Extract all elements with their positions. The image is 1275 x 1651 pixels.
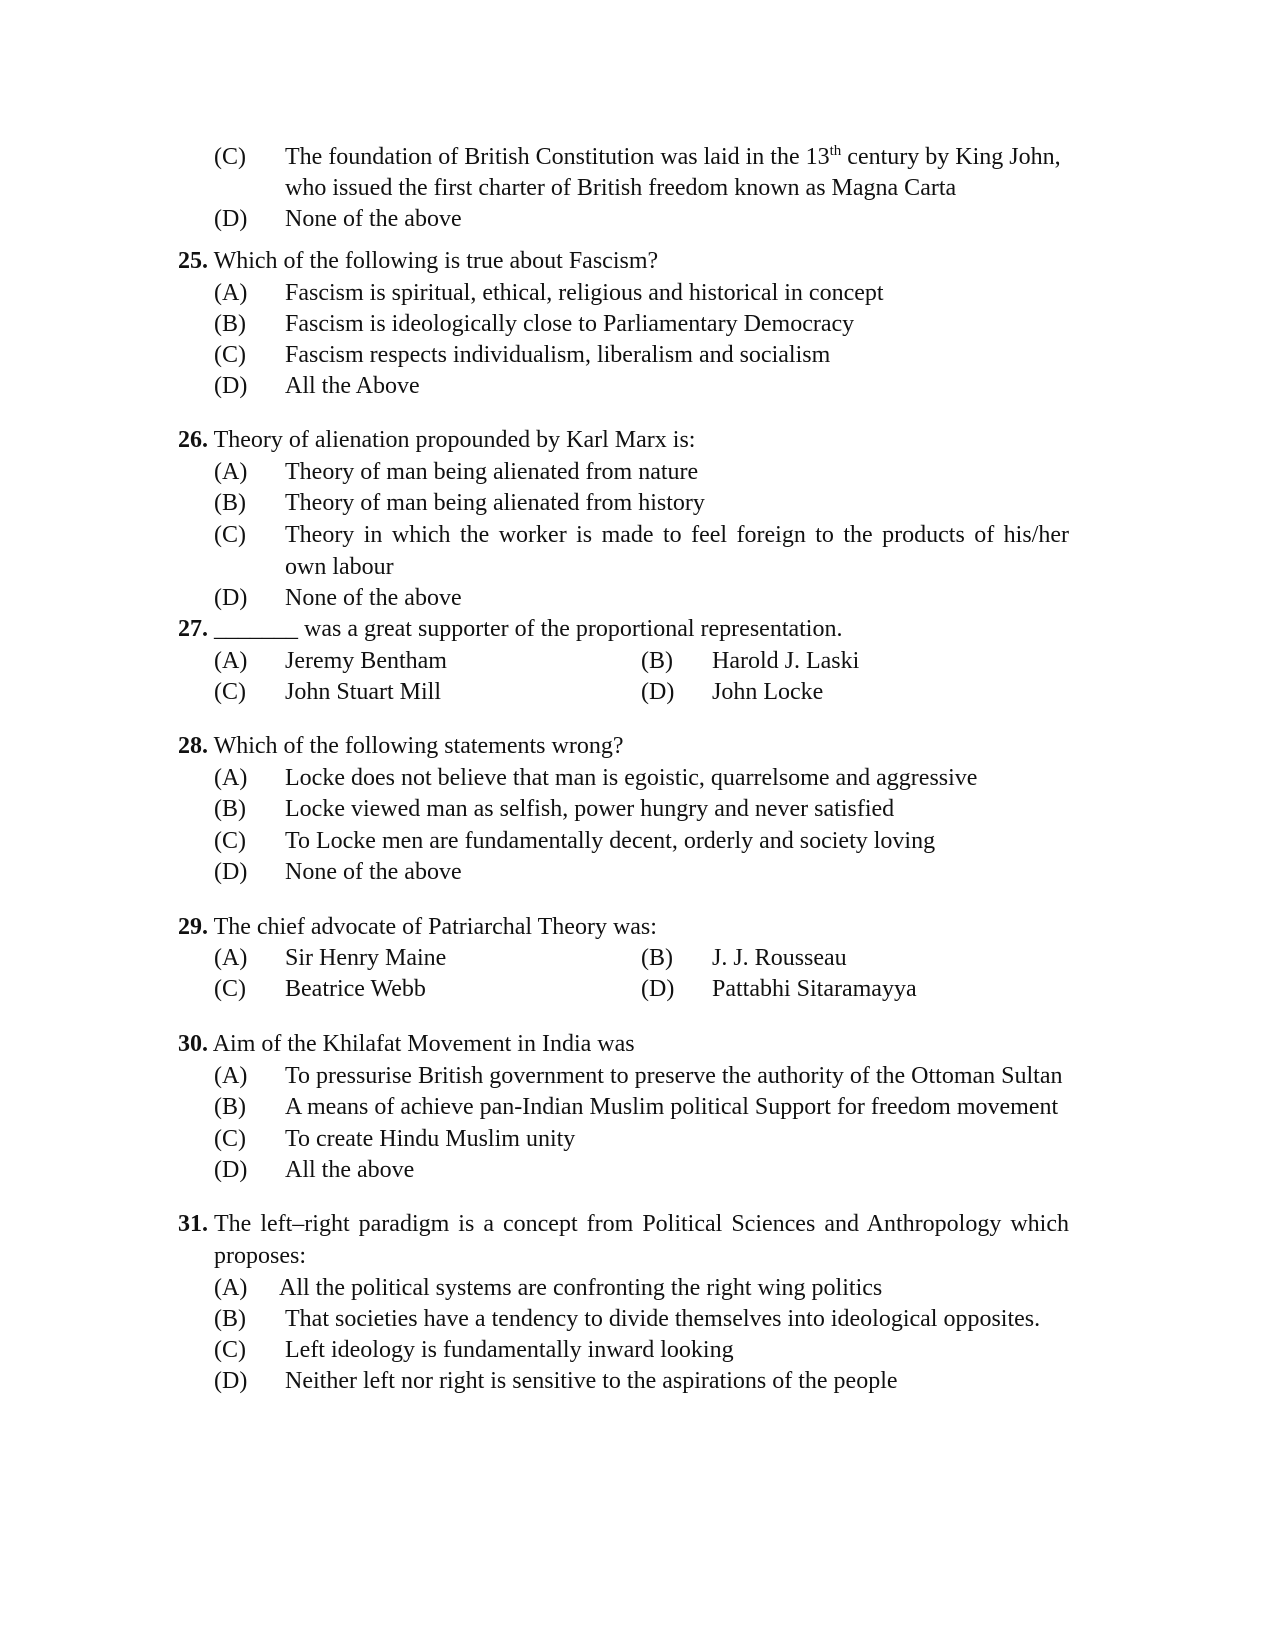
option-label: (B): [214, 311, 246, 337]
option-text: That societies have a tendency to divide themselves into ideological opposites.: [285, 1306, 1041, 1332]
option-label: (C): [214, 1126, 246, 1152]
question-text: The left–right paradigm is a concept from Political Sciences and Anthropology which: [214, 1211, 1069, 1237]
option-text: Theory of man being alienated from nature: [285, 459, 699, 485]
question-stem: [178, 614, 842, 644]
question-number: 30.: [178, 1031, 208, 1057]
option-label: (D): [641, 679, 675, 705]
question-text: Aim of the Khilafat Movement in India was: [212, 1031, 635, 1057]
option-text: J. J. Rousseau: [712, 945, 847, 971]
option-text: Pattabhi Sitaramayya: [712, 976, 917, 1002]
option-label: (B): [214, 490, 246, 516]
option-text: Theory in which the worker is made to feel foreign to the products of his/her: [285, 522, 1069, 548]
option-label: (C): [214, 522, 246, 548]
question-text: Which of the following statements wrong?: [213, 733, 624, 759]
option-text: All the political systems are confronting the right wing politics: [279, 1275, 883, 1301]
question-number: 28.: [178, 733, 208, 759]
option-label: (D): [214, 1157, 248, 1183]
option-text: Jeremy Bentham: [285, 648, 447, 674]
question-text: _______ was a great supporter of the proportional representation.: [214, 616, 843, 642]
question-text: Theory of alienation propounded by Karl Marx is:: [213, 427, 696, 453]
option-text: Neither left nor right is sensitive to the aspirations of the people: [285, 1368, 898, 1394]
option-text: Harold J. Laski: [712, 648, 860, 674]
option-text: The foundation of British Constitution was laid in the 13th century by King John,: [285, 143, 1061, 170]
option-text: To Locke men are fundamentally decent, orderly and society loving: [285, 828, 936, 854]
option-text: To create Hindu Muslim unity: [285, 1126, 576, 1152]
question-number: 29.: [178, 914, 208, 940]
option-label: (A): [214, 648, 248, 674]
option-text: None of the above: [285, 859, 462, 885]
option-label: (A): [214, 945, 248, 971]
option-text: None of the above: [285, 206, 462, 232]
question-stem: [178, 425, 695, 455]
option-label: (D): [214, 585, 248, 611]
option-text: A means of achieve pan-Indian Muslim political Support for freedom movement: [285, 1094, 1059, 1120]
question-stem: [178, 731, 623, 761]
option-text-continuation: own labour: [285, 554, 394, 580]
option-label: (A): [214, 280, 248, 306]
option-label: (C): [214, 679, 246, 705]
option-text: Fascism is spiritual, ethical, religious and historical in concept: [285, 280, 884, 306]
option-label: (B): [214, 796, 246, 822]
option-label: (B): [641, 648, 673, 674]
option-text: Left ideology is fundamentally inward looking: [285, 1337, 734, 1363]
option-text: All the Above: [285, 373, 420, 399]
option-text: All the above: [285, 1157, 415, 1183]
option-text: None of the above: [285, 585, 462, 611]
option-label: (B): [641, 945, 673, 971]
question-stem: [178, 912, 657, 942]
question-number: 31.: [178, 1211, 208, 1237]
question-stem: [178, 246, 658, 276]
question-number: 25.: [178, 248, 208, 274]
option-label: (C): [214, 828, 246, 854]
option-text: John Locke: [712, 679, 824, 705]
option-text: To pressurise British government to preserve the authority of the Ottoman Sultan: [285, 1063, 1063, 1089]
option-text: John Stuart Mill: [285, 679, 442, 705]
option-text: Sir Henry Maine: [285, 945, 447, 971]
option-label: (A): [214, 765, 248, 791]
option-label: (D): [214, 373, 248, 399]
question-text-continuation: proposes:: [214, 1243, 306, 1269]
option-label: (B): [214, 1306, 246, 1332]
question-text: The chief advocate of Patriarchal Theory was:: [213, 914, 657, 940]
option-label: (C): [214, 144, 246, 170]
option-text: Theory of man being alienated from history: [285, 490, 705, 516]
option-text: Fascism respects individualism, liberalism and socialism: [285, 342, 831, 368]
option-label: (B): [214, 1094, 246, 1120]
option-text: Beatrice Webb: [285, 976, 426, 1002]
question-number: 27.: [178, 616, 208, 642]
question-number: 26.: [178, 427, 208, 453]
option-label: (C): [214, 342, 246, 368]
question-stem: [178, 1029, 635, 1059]
option-text-continuation: who issued the first charter of British freedom known as Magna Carta: [285, 175, 957, 201]
option-text: Locke does not believe that man is egoistic, quarrelsome and aggressive: [285, 765, 978, 791]
option-label: (C): [214, 976, 246, 1002]
option-label: (A): [214, 1275, 248, 1301]
option-text: Locke viewed man as selfish, power hungry and never satisfied: [285, 796, 895, 822]
option-label: (D): [214, 859, 248, 885]
question-number-row: [178, 1209, 208, 1239]
option-text: Fascism is ideologically close to Parliamentary Democracy: [285, 311, 855, 337]
option-label: (A): [214, 459, 248, 485]
option-label: (C): [214, 1337, 246, 1363]
option-label: (D): [214, 206, 248, 232]
option-label: (A): [214, 1063, 248, 1089]
question-text: Which of the following is true about Fascism?: [213, 248, 659, 274]
option-label: (D): [214, 1368, 248, 1394]
option-label: (D): [641, 976, 675, 1002]
